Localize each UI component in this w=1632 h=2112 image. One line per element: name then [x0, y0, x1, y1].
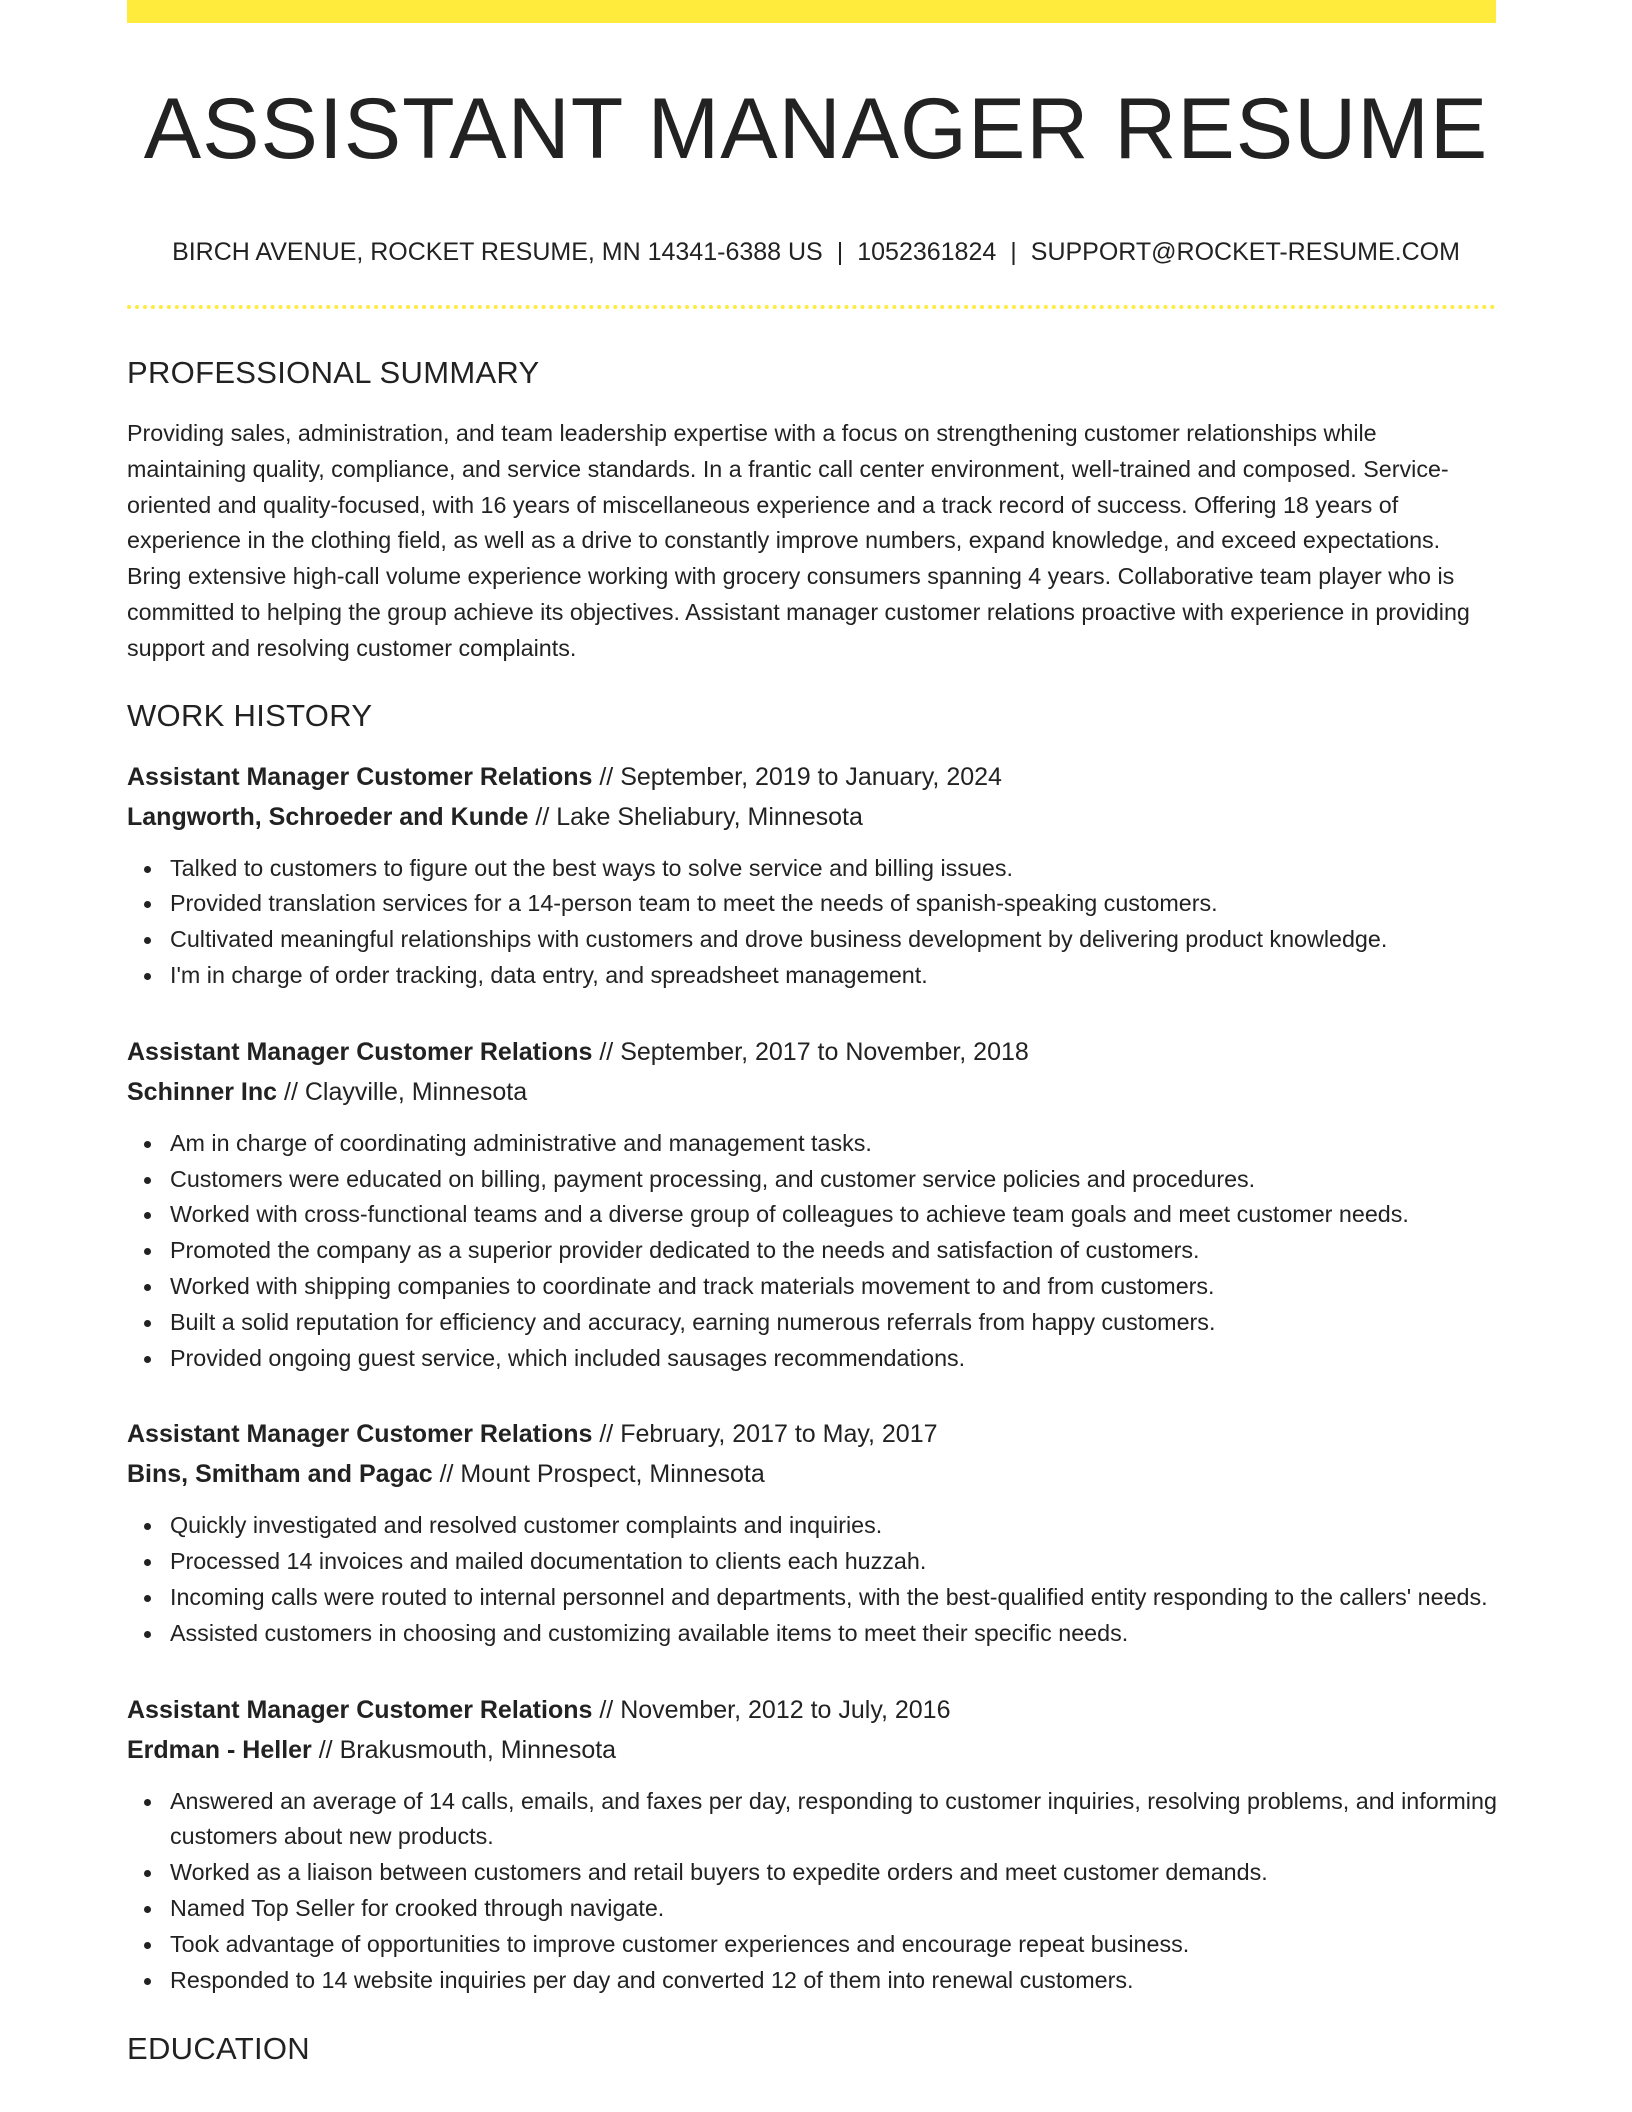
job-bullet: Provided translation services for a 14-person team to meet the needs of spanish-speaking customers.	[170, 886, 1499, 922]
job-company: Schinner Inc	[127, 1077, 278, 1106]
dotted-divider	[127, 305, 1496, 309]
contact-line	[0, 238, 1632, 267]
education-heading: EDUCATION	[127, 2031, 310, 2067]
contact-address: BIRCH AVENUE, ROCKET RESUME, MN 14341-6388 US	[172, 238, 823, 266]
job-company-line	[127, 1072, 1499, 1112]
work-history-heading: WORK HISTORY	[127, 697, 373, 733]
resume-content	[127, 352, 1499, 2070]
job-bullet: Worked with shipping companies to coordinate and track materials movement to and from customers.	[170, 1269, 1499, 1305]
job-title: Assistant Manager Customer Relations	[127, 762, 593, 791]
job-bullet: Cultivated meaningful relationships with customers and drove business development by delivering product knowledge.	[170, 922, 1499, 958]
accent-top-bar	[127, 0, 1496, 23]
summary-text: Providing sales, administration, and team leadership expertise with a focus on strengthening customer relationships while maintaining quality, compliance, and service standards. In a frantic call center environment, well-trained and composed. Service-oriented and quality-focused, with 16 years of miscellaneous experience and a track record of success. Offering 18 years of experience in the clothing field, as well as a drive to constantly improve numbers, expand knowledge, and exceed expectations. Bring extensive high-call volume experience working with grocery consumers spanning 4 years. Collaborative team player who is committed to helping the group achieve its objectives. Assistant manager customer relations proactive with experience in providing support and resolving customer complaints.	[127, 420, 1470, 661]
job-bullet: Answered an average of 14 calls, emails, and faxes per day, responding to customer inquiries, resolving problems, and informing customers about new products.	[170, 1784, 1499, 1856]
job-location: // Brakusmouth, Minnesota	[311, 1735, 617, 1764]
job-entry-1	[127, 757, 1499, 994]
job-bullet: Quickly investigated and resolved customer complaints and inquiries.	[170, 1508, 1499, 1544]
contact-phone: 1052361824	[857, 238, 997, 266]
job-bullets	[127, 1508, 1499, 1651]
job-bullet: Provided ongoing guest service, which included sausages recommendations.	[170, 1341, 1499, 1377]
job-company-line	[127, 1730, 1499, 1770]
job-entry-3	[127, 1414, 1499, 1651]
job-dates: // September, 2019 to January, 2024	[592, 762, 1002, 791]
job-bullet: Worked as a liaison between customers and retail buyers to expedite orders and meet customer demands.	[170, 1855, 1499, 1891]
job-title: Assistant Manager Customer Relations	[127, 1037, 593, 1066]
contact-separator: |	[1010, 238, 1017, 266]
job-dates: // September, 2017 to November, 2018	[592, 1037, 1029, 1066]
job-company: Erdman - Heller	[127, 1735, 312, 1764]
job-bullets	[127, 1784, 1499, 1999]
job-dates: // February, 2017 to May, 2017	[592, 1420, 938, 1449]
job-bullet: Customers were educated on billing, payment processing, and customer service policies and procedures.	[170, 1162, 1499, 1198]
contact-separator: |	[836, 238, 844, 266]
job-bullets	[127, 851, 1499, 994]
job-location: // Clayville, Minnesota	[277, 1077, 528, 1106]
summary-heading: PROFESSIONAL SUMMARY	[127, 355, 540, 390]
job-company-line	[127, 1454, 1499, 1494]
contact-email: SUPPORT@ROCKET-RESUME.COM	[1030, 238, 1460, 266]
job-title: Assistant Manager Customer Relations	[127, 1420, 593, 1449]
job-entry-4	[127, 1690, 1499, 1999]
job-bullet: Assisted customers in choosing and customizing available items to meet their specific needs.	[170, 1616, 1499, 1652]
resume-title: ASSISTANT MANAGER RESUME	[143, 81, 1489, 177]
job-bullet: Built a solid reputation for efficiency and accuracy, earning numerous referrals from happy customers.	[170, 1305, 1499, 1341]
job-bullet: Am in charge of coordinating administrative and management tasks.	[170, 1126, 1499, 1162]
job-location: // Mount Prospect, Minnesota	[432, 1460, 765, 1489]
job-bullet: Processed 14 invoices and mailed documentation to clients each huzzah.	[170, 1544, 1499, 1580]
job-dates: // November, 2012 to July, 2016	[592, 1695, 951, 1724]
job-company: Bins, Smitham and Pagac	[127, 1460, 433, 1489]
job-bullet: I'm in charge of order tracking, data entry, and spreadsheet management.	[170, 958, 1499, 994]
job-bullet: Worked with cross-functional teams and a diverse group of colleagues to achieve team goals and meet customer needs.	[170, 1197, 1499, 1233]
job-company: Langworth, Schroeder and Kunde	[127, 802, 529, 831]
job-bullet: Responded to 14 website inquiries per day and converted 12 of them into renewal customers.	[170, 1963, 1499, 1999]
job-title-line	[127, 1690, 1499, 1730]
job-title-line	[127, 1414, 1499, 1454]
job-title-line	[127, 1032, 1499, 1072]
job-company-line	[127, 797, 1499, 837]
job-bullet: Promoted the company as a superior provider dedicated to the needs and satisfaction of customers.	[170, 1233, 1499, 1269]
job-bullet: Named Top Seller for crooked through navigate.	[170, 1891, 1499, 1927]
job-title: Assistant Manager Customer Relations	[127, 1695, 593, 1724]
job-bullet: Talked to customers to figure out the best ways to solve service and billing issues.	[170, 851, 1499, 887]
job-location: // Lake Sheliabury, Minnesota	[528, 802, 863, 831]
job-title-line	[127, 757, 1499, 797]
job-bullet: Incoming calls were routed to internal personnel and departments, with the best-qualified entity responding to the callers' needs.	[170, 1580, 1499, 1616]
job-bullets	[127, 1126, 1499, 1377]
job-entry-2	[127, 1032, 1499, 1377]
job-bullet: Took advantage of opportunities to improve customer experiences and encourage repeat business.	[170, 1927, 1499, 1963]
